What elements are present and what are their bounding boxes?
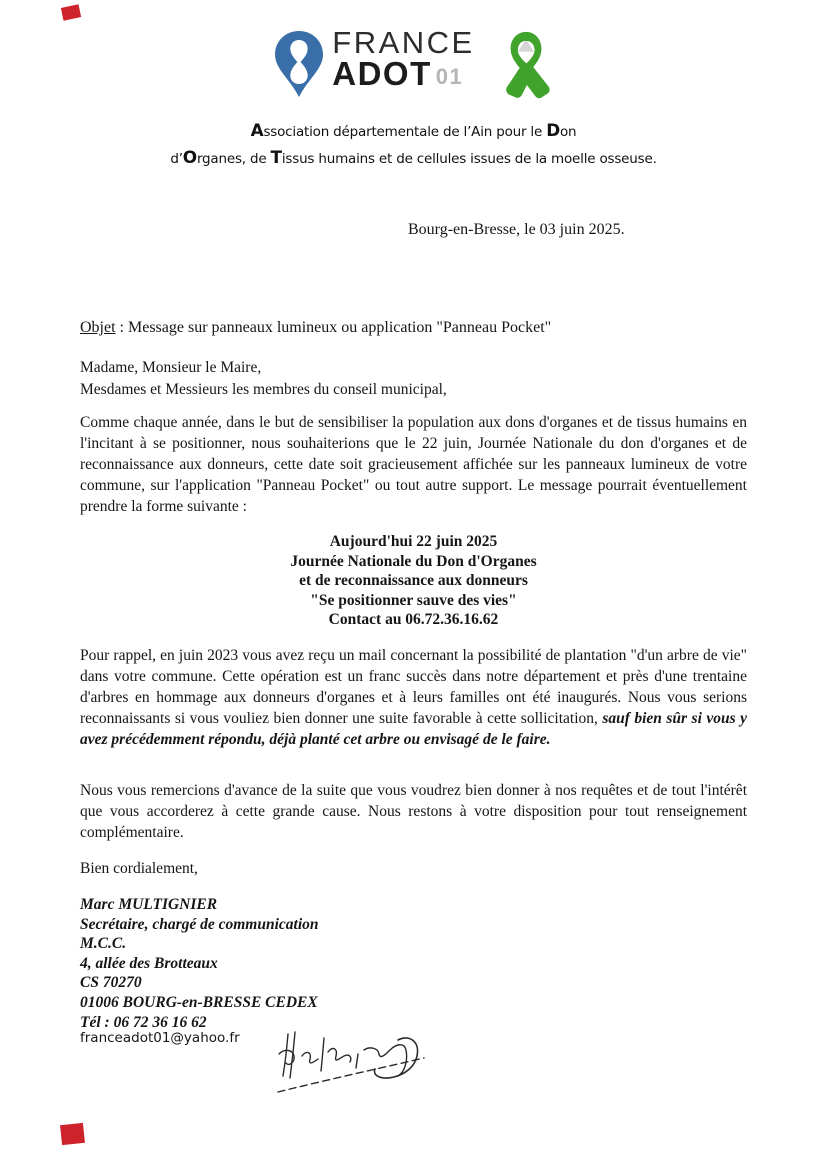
signature-org: M.C.C. bbox=[80, 935, 127, 953]
scan-mark-top bbox=[61, 4, 81, 20]
closing-line: Bien cordialement, bbox=[80, 860, 198, 877]
announcement-block bbox=[80, 532, 747, 630]
paragraph-rappel: Pour rappel, en juin 2023 vous avez reçu un mail concernant la possibilité de plantation "d'un arbre de vie" dans votre commune. Cette opération est un franc succès dans notre département et près d'une trentaine d'arbres en hommage aux donneurs d'organes et à leurs familles ont été inaugurés. Nous vous serions reconnaissants si vous vouliez bien donner une suite favorable à cette sollicitation, sauf bien sûr si vous y avez précédemment répondu, déjà planté cet arbre ou envisagé de le faire. bbox=[80, 647, 747, 748]
association-line-1: Association départementale de l’Ain pour le Don bbox=[250, 120, 577, 140]
signature-address-2: CS 70270 bbox=[80, 974, 142, 992]
signature-role: Secrétaire, chargé de communication bbox=[80, 915, 319, 933]
green-ribbon-icon bbox=[499, 28, 553, 106]
paragraph-intro: Comme chaque année, dans le but de sensibiliser la population aux dons d'organes et de tissus humains en l'incitant à se positionner, nous souhaiterions que le 22 juin, Journée Nationale du don d'organes et de reconnaissance aux donneurs, cette date soit gracieusement affichée sur les panneaux lumineux de votre commune, sur l'application "Panneau Pocket" ou tout autre support. Le message pourrait éventuellement prendre la forme suivante : bbox=[80, 414, 747, 515]
salutation-line-2: Mesdames et Messieurs les membres du conseil municipal, bbox=[80, 380, 447, 398]
handwritten-signature bbox=[272, 1026, 437, 1096]
subject-line: Objet : Message sur panneaux lumineux ou application "Panneau Pocket" bbox=[80, 319, 552, 336]
announcement-line-5: Contact au 06.72.36.16.62 bbox=[328, 611, 499, 628]
date-line: Bourg-en-Bresse, le 03 juin 2025. bbox=[408, 221, 625, 238]
signature-name: Marc MULTIGNIER bbox=[80, 896, 218, 913]
signature-address-1: 4, allée des Brotteaux bbox=[80, 954, 218, 972]
association-line-2: d’Organes, de Tissus humains et de cellules issues de la moelle osseuse. bbox=[170, 147, 657, 167]
signature-phone: Tél : 06 72 36 16 62 bbox=[80, 1013, 207, 1031]
announcement-line-2: Journée Nationale du Don d'Organes bbox=[290, 552, 537, 570]
brand-text bbox=[332, 25, 475, 92]
letterhead bbox=[0, 25, 827, 106]
brand-adot: ADOT bbox=[332, 55, 432, 92]
salutation-line-1: Madame, Monsieur le Maire, bbox=[80, 359, 262, 376]
salutation bbox=[80, 357, 447, 400]
signature-block bbox=[80, 895, 319, 1032]
signature-address-3: 01006 BOURG-en-BRESSE CEDEX bbox=[80, 993, 318, 1011]
location-pin-icon bbox=[274, 30, 324, 98]
announcement-line-1: Aujourd'hui 22 juin 2025 bbox=[329, 533, 498, 550]
announcement-line-4: "Se positionner sauve des vies" bbox=[310, 591, 517, 609]
scan-mark-bottom bbox=[60, 1123, 85, 1145]
announcement-line-3: et de reconnaissance aux donneurs bbox=[299, 572, 528, 589]
brand-france: FRANCE bbox=[332, 25, 475, 60]
paragraph-thanks: Nous vous remercions d'avance de la suite que vous voudrez bien donner à nos requêtes et de tout l'intérêt que vous accorderez à cette grande cause. Nous restons à votre disposition pour tout renseignement complémentaire. bbox=[80, 782, 747, 841]
brand-number: 01 bbox=[435, 64, 464, 89]
signature-email: franceadot01@yahoo.fr bbox=[80, 1030, 240, 1046]
